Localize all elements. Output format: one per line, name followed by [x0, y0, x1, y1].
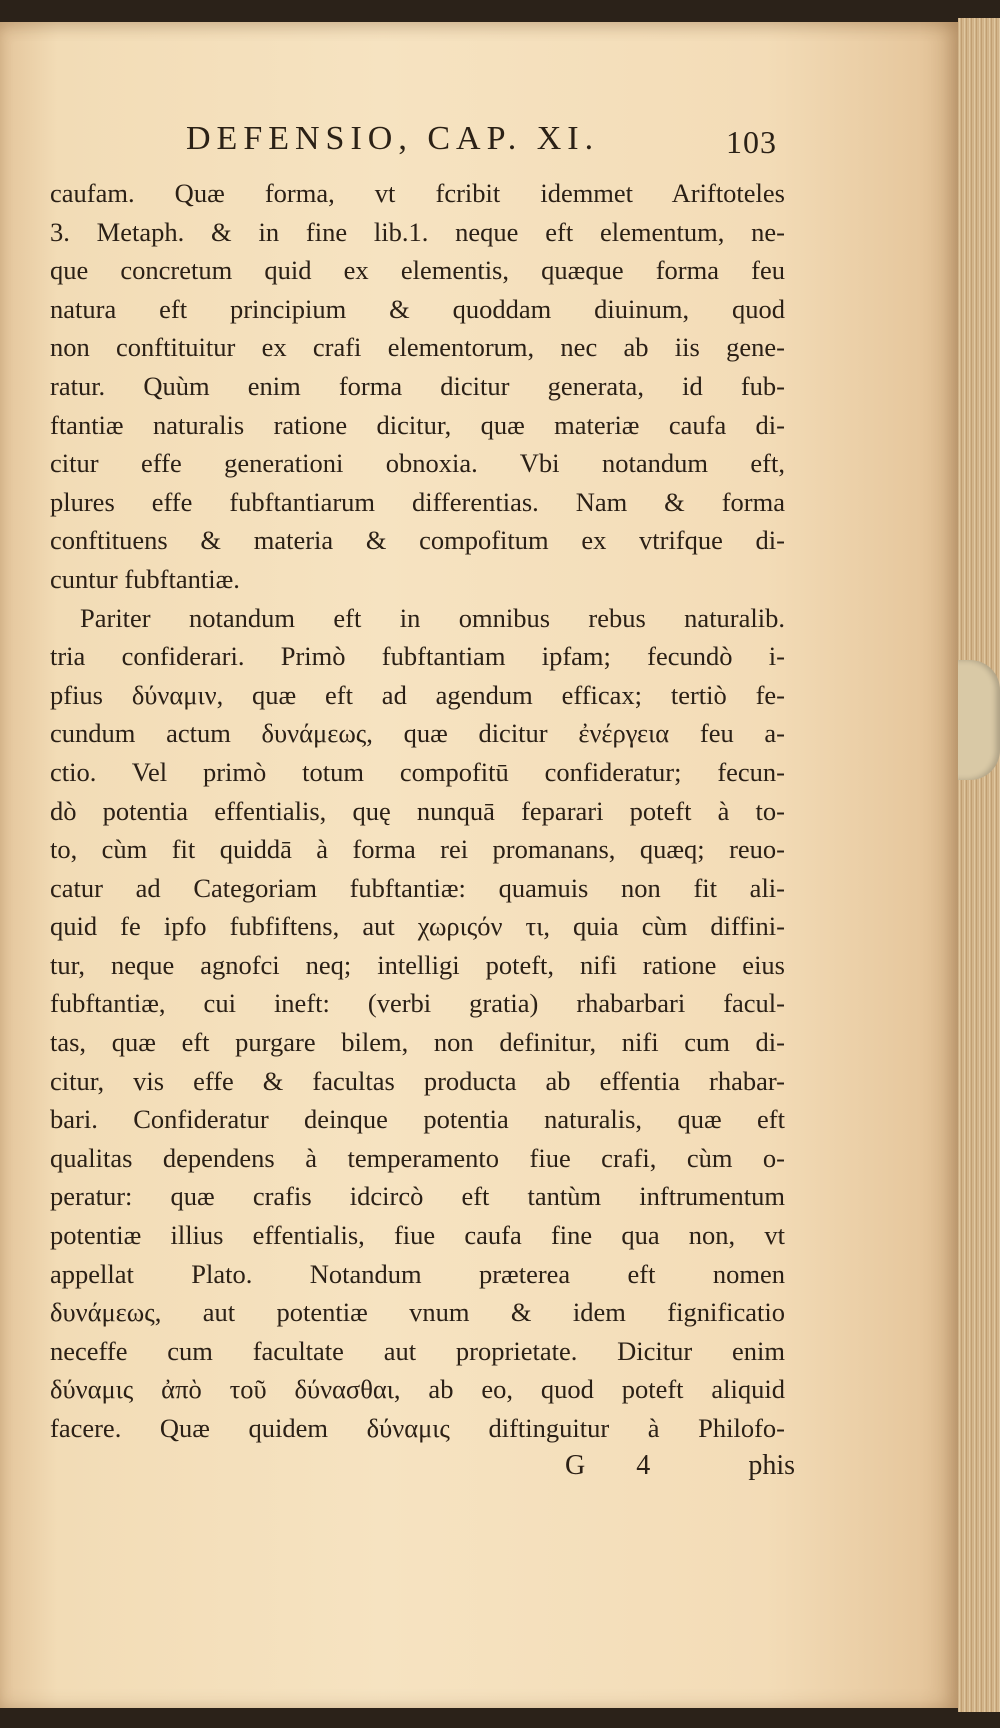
text-line: tur, neque agnofci neq; intelligi poteft, nifi ratione eius [50, 949, 785, 980]
text-line: dò potentia effentialis, quę nunquā feparari poteft à to- [50, 795, 785, 826]
running-title: DEFENSIO, CAP. XI. [186, 120, 600, 157]
text-line: pfius δύναμιν, quæ eft ad agendum efficax; tertiò fe- [50, 679, 785, 710]
text-line: ctio. Vel primò totum compofitū confideratur; fecun- [50, 756, 785, 787]
text-line: tria confiderari. Primò fubftantiam ipfam; fecundò i- [50, 641, 785, 672]
text-line: ratur. Quùm enim forma dicitur generata, id fub- [50, 370, 785, 401]
text-line: cundum actum δυνάμεως, quæ dicitur ἐνέργεια feu a- [50, 718, 785, 749]
bookmark-tab [955, 660, 1000, 780]
text-line: catur ad Categoriam fubftantiæ: quamuis non fit ali- [50, 872, 785, 903]
text-line: tas, quæ eft purgare bilem, non definitur, nifi cum di- [50, 1027, 785, 1058]
text-line: ftantiæ naturalis ratione dicitur, quæ materiæ caufa di- [50, 409, 785, 440]
text-line: facere. Quæ quidem δύναμις diftinguitur à Philofo- [50, 1413, 785, 1443]
text-line: 3. Metaph. & in fine lib.1. neque eft elementum, ne- [50, 216, 785, 247]
text-line: non conftituitur ex crafi elementorum, nec ab iis gene- [50, 332, 785, 363]
text-line: natura eft principium & quoddam diuinum, quod [50, 293, 785, 324]
text-line: cuntur fubftantiæ. [50, 563, 240, 594]
text-line: potentiæ illius effentialis, fiue caufa fine qua non, vt [50, 1220, 785, 1251]
paragraph-start-line: Pariter notandum eft in omnibus rebus naturalib. [80, 602, 785, 633]
book-page [0, 22, 958, 1708]
body-text [50, 174, 785, 1448]
text-line: to, cùm fit quiddā à forma rei promanans, quæq; reuo- [50, 834, 785, 865]
text-line: caufam. Quæ forma, vt fcribit idemmet Ariftoteles [50, 178, 785, 208]
text-line: plures effe fubftantiarum differentias. Nam & forma [50, 486, 785, 517]
text-line: conftituens & materia & compofitum ex vtrifque di- [50, 525, 785, 556]
text-line: que concretum quid ex elementis, quæque forma feu [50, 255, 785, 286]
text-line: δύναμις ἀπὸ τοῦ δύνασθαι, ab eo, quod poteft aliquid [50, 1374, 785, 1405]
text-line: qualitas dependens à temperamento fiue crafi, cùm o- [50, 1142, 785, 1173]
text-line: peratur: quæ crafis idcircò eft tantùm inftrumentum [50, 1181, 785, 1212]
text-line: δυνάμεως, aut potentiæ vnum & idem fignificatio [50, 1297, 785, 1328]
page-edges [958, 18, 1000, 1712]
text-line: appellat Plato. Notandum præterea eft nomen [50, 1258, 785, 1289]
signature-mark: G 4 [565, 1450, 673, 1481]
text-line: neceffe cum facultate aut proprietate. Dicitur enim [50, 1335, 785, 1366]
text-line: fubftantiæ, cui ineft: (verbi gratia) rhabarbari facul- [50, 988, 785, 1019]
page-header [186, 120, 786, 170]
page-number: 103 [726, 124, 777, 160]
page-footer [565, 1450, 795, 1490]
text-line: citur effe generationi obnoxia. Vbi notandum eft, [50, 448, 785, 479]
text-line: quid fe ipfo fubfiftens, aut χωριςόν τι, quia cùm diffini- [50, 911, 785, 942]
text-line: bari. Confideratur deinque potentia naturalis, quæ eft [50, 1104, 785, 1135]
catchword: phis [748, 1450, 795, 1481]
text-line: citur, vis effe & facultas producta ab effentia rhabar- [50, 1065, 785, 1096]
